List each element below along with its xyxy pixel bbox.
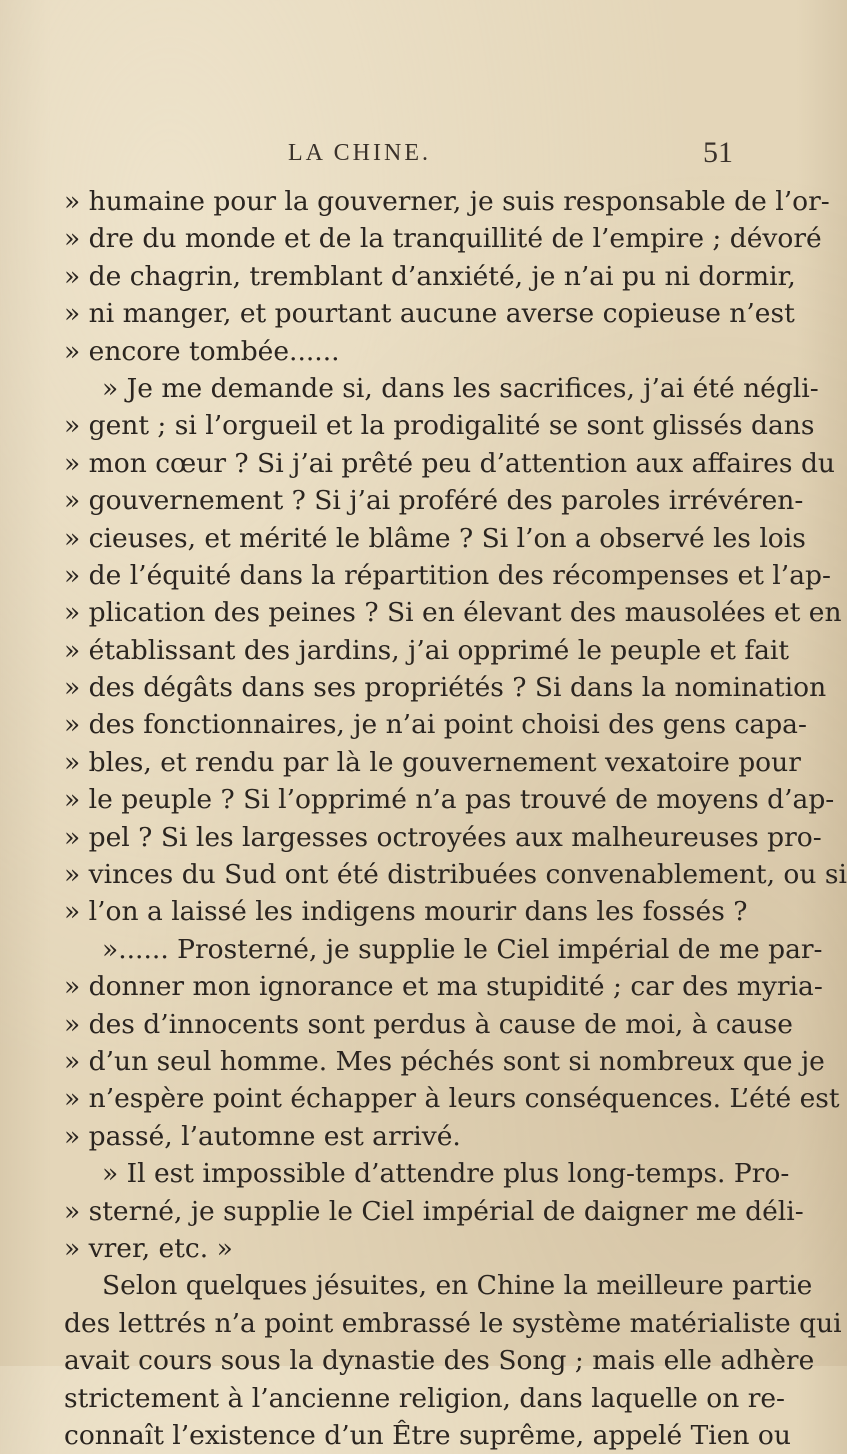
text-line: » l’on a laissé les indigens mourir dans les fossés ? bbox=[64, 896, 748, 928]
text-line: » cieuses, et mérité le blâme ? Si l’on a observé les lois bbox=[64, 522, 806, 554]
text-line: » ni manger, et pourtant aucune averse copieuse n’est bbox=[64, 298, 795, 330]
text-line: strictement à l’ancienne religion, dans laquelle on re- bbox=[64, 1382, 785, 1414]
text-line: » passé, l’automne est arrivé. bbox=[64, 1120, 461, 1152]
text-line: » Je me demande si, dans les sacrifices, j’ai été négli- bbox=[102, 372, 819, 404]
text-line: » plication des peines ? Si en élevant des mausolées et en bbox=[64, 597, 842, 629]
text-line: » sterné, je supplie le Ciel impérial de daigner me déli- bbox=[64, 1195, 804, 1227]
text-line: » bles, et rendu par là le gouvernement vexatoire pour bbox=[64, 746, 801, 778]
text-line: » vinces du Sud ont été distribuées convenablement, ou si bbox=[64, 859, 847, 891]
text-line: » Il est impossible d’attendre plus long-temps. Pro- bbox=[102, 1158, 790, 1190]
text-line: » pel ? Si les largesses octroyées aux malheureuses pro- bbox=[64, 821, 822, 853]
text-line: » le peuple ? Si l’opprimé n’a pas trouvé de moyens d’ap- bbox=[64, 784, 835, 816]
text-line: »...... Prosterné, je supplie le Ciel impérial de me par- bbox=[102, 933, 823, 965]
text-line: » donner mon ignorance et ma stupidité ; car des myria- bbox=[64, 971, 823, 1003]
text-line: » dre du monde et de la tranquillité de l’empire ; dévoré bbox=[64, 223, 822, 255]
text-line: » encore tombée...... bbox=[64, 335, 340, 367]
running-title: LA CHINE. bbox=[288, 140, 431, 166]
text-line: » des d’innocents sont perdus à cause de moi, à cause bbox=[64, 1008, 793, 1040]
text-line: » des fonctionnaires, je n’ai point choisi des gens capa- bbox=[64, 709, 807, 741]
text-line: » de chagrin, tremblant d’anxiété, je n’ai pu ni dormir, bbox=[64, 260, 796, 292]
text-line: des lettrés n’a point embrassé le système matérialiste qui bbox=[64, 1307, 842, 1339]
text-line: avait cours sous la dynastie des Song ; mais elle adhère bbox=[64, 1345, 815, 1377]
text-line: » établissant des jardins, j’ai opprimé le peuple et fait bbox=[64, 634, 790, 666]
page-header bbox=[0, 136, 800, 180]
text-line: connaît l’existence d’un Être suprême, appelé Tien ou bbox=[64, 1419, 791, 1451]
text-line: » gouvernement ? Si j’ai proféré des paroles irrévéren- bbox=[64, 485, 804, 517]
body-text bbox=[64, 183, 847, 1454]
text-line: » humaine pour la gouverner, je suis responsable de l’or- bbox=[64, 186, 830, 217]
text-line: » n’espère point échapper à leurs conséquences. L’été est bbox=[64, 1083, 840, 1115]
page-number: 51 bbox=[703, 136, 733, 169]
text-line: » gent ; si l’orgueil et la prodigalité se sont glissés dans bbox=[64, 410, 815, 442]
text-line: » vrer, etc. » bbox=[64, 1232, 233, 1264]
text-line: » des dégâts dans ses propriétés ? Si dans la nomination bbox=[64, 672, 827, 704]
text-line: Selon quelques jésuites, en Chine la meilleure partie bbox=[102, 1270, 813, 1302]
text-line: » mon cœur ? Si j’ai prêté peu d’attention aux affaires du bbox=[64, 447, 835, 479]
text-line: » de l’équité dans la répartition des récompenses et l’ap- bbox=[64, 559, 831, 591]
text-line: » d’un seul homme. Mes péchés sont si nombreux que je bbox=[64, 1045, 825, 1077]
